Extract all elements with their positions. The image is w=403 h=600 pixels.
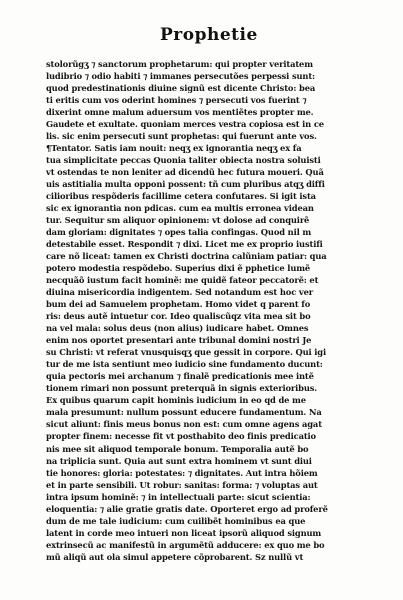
text-line: tur de me ista sentiunt meo iudicio sine fundamento ducunt: xyxy=(46,359,323,370)
text-line: ris: deus autẽ intuetur cor. Ideo qualiscũqz vita mea sit bo xyxy=(46,311,311,322)
text-line: potero modestia respõdebo. Superius dixi ẽ pphetice lumẽ xyxy=(46,263,311,274)
text-line: stolorũgʒ ⁊ sanctorum prophetarum: qui propter veritatem xyxy=(46,59,313,69)
text-line: dum de me tale iudicium: cum cuilibẽt hominibus ea que xyxy=(46,515,306,526)
text-line: intra ipsum hominẽ: ⁊ in intellectuali parte: sicut scientia: xyxy=(46,491,311,502)
text-line: quia pectoris mei archanum ⁊ finalẽ predicationis mee intẽ xyxy=(46,371,314,382)
text-line: mala presumunt: nullum possunt educere fundamentum. Na xyxy=(46,407,322,418)
text-line: vt ostendas te non leniter ad dicendũ hec futura moueri. Quã xyxy=(46,167,324,178)
text-line: diuina misericordia indigentem. Sed notandum est hoc ver xyxy=(46,287,313,298)
text-line: na triplicia sunt. Quia aut sunt extra hominem vt sunt diui xyxy=(46,455,312,466)
text-line: cilioribus respõderis facillime cetera confutares. Si igit ista xyxy=(46,191,316,202)
text-line: lis. sic enim persecuti sunt prophetas: qui fuerunt ante vos. xyxy=(46,131,317,142)
text-line: sic ex ignorantia non pdicas. cum ea multis erronea videan xyxy=(46,203,314,214)
text-line: care nõ liceat: tamen ex Christi doctrina calũniam patiar: qua xyxy=(46,251,327,262)
text-line: dam gloriam: dignitates ⁊ opes talia confingas. Quod nil m xyxy=(46,227,312,238)
text-line: sicut aliunt: finis meus bonus non est: cum omne agens agat xyxy=(46,419,322,430)
text-line: necquãõ iustum facit hominẽ: me quidẽ fateor peccatorẽ: et xyxy=(46,275,319,286)
text-line: tur. Sequitur sm aliquor opinionem: vt dolose ad conquirẽ xyxy=(46,215,310,226)
running-head: Prophetie xyxy=(160,25,258,45)
text-line: bum dei ad Samuelem prophetam. Homo videt q parent fo xyxy=(46,299,311,310)
text-line: et in parte sensibili. Ut robur: sanitas: forma: ⁊ voluptas aut xyxy=(46,479,318,490)
text-line: su Christi: vt referat vnusquisqʒ que gessit in corpore. Qui igi xyxy=(46,347,326,358)
text-line: extrinsecũ ac manifestũ in argumẽtũ adducere: ex quo me bo xyxy=(46,539,325,550)
text-column xyxy=(46,58,364,563)
text-line: detestabile esset. Respondit ⁊ dixi. Licet me ex proprio iustifi xyxy=(46,239,323,250)
text-line: uis astitialia multa opponi possent: tñ cum pluribus atqʒ diffi xyxy=(46,179,325,190)
text-line: tie honores: gloria: potestates: ⁊ dignitates. Aut intra hõiem xyxy=(46,467,318,478)
text-line: tua simplicitate peccas Quonia taliter obiecta nostra soluisti xyxy=(46,155,321,166)
text-line: latent in corde meo intueri non liceat ipsorũ aliquod signum xyxy=(46,527,322,538)
text-line: Ex quibus quarum capit hominis iudicium in eo qd de me xyxy=(46,395,306,406)
text-line: eloquentia: ⁊ alie gratie gratis date. Oporteret ergo ad proferẽ xyxy=(46,503,328,514)
text-line: quod predestinationis diuine signũ est dicente Christo: bea xyxy=(46,83,316,94)
text-line: dixerint omne malum aduersum vos mentiẽtes propter me. xyxy=(46,107,314,118)
text-line: nis mee sit aliquod temporale bonum. Temporalia autẽ bo xyxy=(46,443,309,454)
text-line: ludibrio ⁊ odio habiti ⁊ immanes persecutões perpessi sunt: xyxy=(46,71,315,82)
text-line: na vel mala: solus deus (non alius) iudicare habet. Omnes xyxy=(46,323,309,334)
text-line: propter finem: necesse fit vt posthabito deo finis predicatio xyxy=(46,431,316,442)
text-line: Gaudete et exultate. quoniam merces vestra copiosa est in ce xyxy=(46,119,324,130)
text-line: mũ aliqũ aut ola simul appetere cõprobarent. Sz nullũ vt xyxy=(46,551,304,562)
text-line: ¶Tentator. Satis iam nouit: neqʒ ex ignorantia neqʒ ex fa xyxy=(46,143,302,154)
text-line: tionem rimari non possunt preterquã in signis exterioribus. xyxy=(46,383,318,394)
text-line: ti eritis cum vos oderint homines ⁊ persecuti vos fuerint ⁊ xyxy=(46,95,307,106)
text-line: enim nos oportet presentari ante tribunal domini nostri Je xyxy=(46,335,312,346)
